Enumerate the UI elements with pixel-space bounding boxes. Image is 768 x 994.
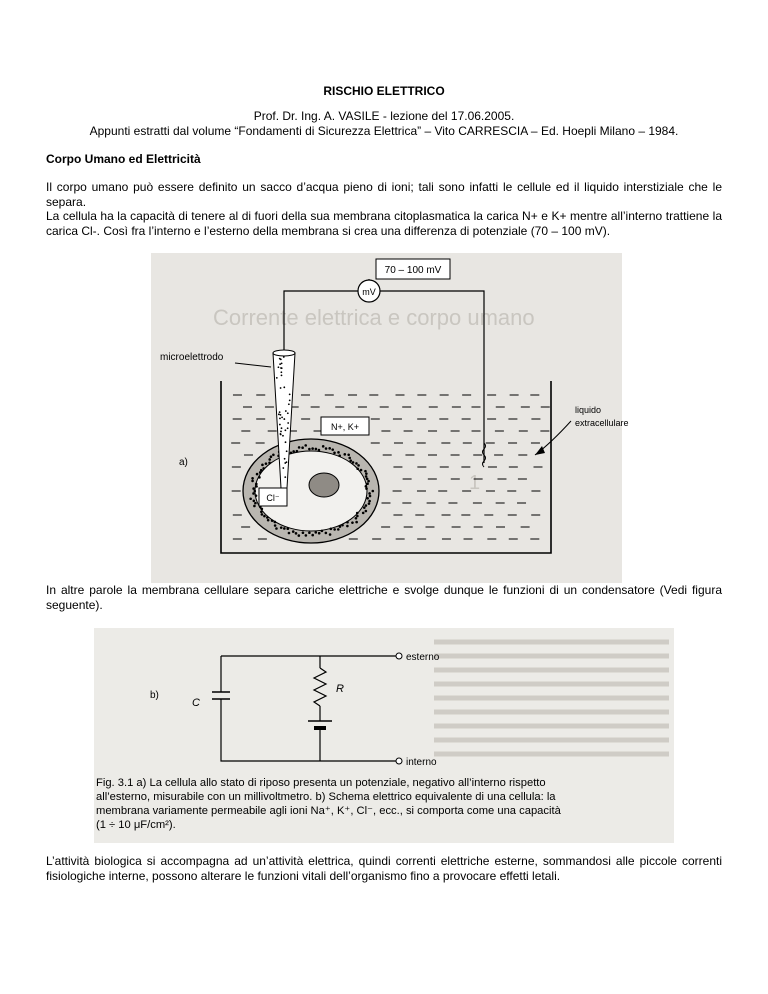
membrane-dot <box>363 506 366 509</box>
electrode-dot <box>283 386 285 388</box>
electrode-dot <box>276 377 278 379</box>
panel-label-a: a) <box>179 457 188 468</box>
membrane-dot <box>256 473 259 476</box>
membrane-dot <box>266 516 269 519</box>
inside-terminal <box>396 758 402 764</box>
electrode-dot <box>278 413 280 415</box>
membrane-dot <box>275 527 278 530</box>
electrode-pointer <box>235 363 271 367</box>
membrane-dot <box>261 464 264 467</box>
membrane-dot <box>349 459 352 462</box>
membrane-dot <box>355 521 358 524</box>
electrode-dot <box>284 476 286 478</box>
membrane-dot <box>333 451 336 454</box>
membrane-dot <box>251 480 254 483</box>
membrane-dot <box>365 475 368 478</box>
electrode-dot <box>280 387 282 389</box>
membrane-dot <box>366 477 369 480</box>
membrane-dot <box>356 512 359 515</box>
membrane-dot <box>265 462 268 465</box>
equivalent-circuit-diagram <box>94 628 674 843</box>
caption-line-3: membrana variamente permeabile agli ioni Na⁺, K⁺, Cl⁻, ecc., si comporta come una capacità <box>96 805 561 817</box>
chloride-label: Cl⁻ <box>266 493 280 503</box>
electrode-dot <box>289 399 291 401</box>
membrane-dot <box>365 510 368 513</box>
membrane-dot <box>262 467 265 470</box>
electrode-dot <box>281 367 283 369</box>
membrane-dot <box>271 519 274 522</box>
electrode-dot <box>282 467 284 469</box>
electrode-dot <box>281 374 283 376</box>
membrane-dot <box>339 525 342 528</box>
membrane-dot <box>365 485 368 488</box>
liquid-label-2: extracellulare <box>575 418 629 428</box>
membrane-dot <box>254 502 257 505</box>
electrode-dot <box>281 427 283 429</box>
membrane-dot <box>295 532 298 535</box>
electrode-dot <box>287 412 289 414</box>
membrane-dot <box>333 528 336 531</box>
membrane-dot <box>280 526 283 529</box>
membrane-dot <box>366 497 369 500</box>
electrode-dot <box>280 433 282 435</box>
outside-terminal <box>396 653 402 659</box>
membrane-dot <box>292 450 295 453</box>
electrode-dot <box>279 363 281 365</box>
membrane-dot <box>255 494 258 497</box>
cell-nucleus <box>309 473 339 497</box>
membrane-dot <box>304 444 307 447</box>
membrane-dot <box>325 532 328 535</box>
membrane-dot <box>298 446 301 449</box>
cell-potential-diagram <box>151 253 629 583</box>
intro-paragraphs <box>46 180 722 238</box>
membrane-dot <box>356 467 359 470</box>
membrane-dot <box>314 531 317 534</box>
membrane-dot <box>267 519 270 522</box>
electrode-dot <box>286 450 288 452</box>
membrane-dot <box>355 462 358 465</box>
membrane-dot <box>337 451 340 454</box>
membrane-dot <box>351 521 354 524</box>
membrane-dot <box>268 458 271 461</box>
membrane-dot <box>305 534 308 537</box>
membrane-dot <box>311 447 314 450</box>
membrane-dot <box>355 517 358 520</box>
membrane-dot <box>318 532 321 535</box>
source-line: Appunti estratti dal volume “Fondamenti di Sicurezza Elettrica” – Vito CARRESCIA – Ed. Hoepli Milano – 1984. <box>89 124 679 138</box>
membrane-dot <box>252 492 255 495</box>
paragraph-1: Il corpo umano può essere definito un sacco d’acqua pieno di ioni; tali sono infatti le cellule ed il liquido interstiziale che le separa. <box>46 180 722 209</box>
microelectrode-top <box>273 350 295 356</box>
membrane-dot <box>302 531 305 534</box>
membrane-dot <box>260 511 263 514</box>
electrode-dot <box>280 371 282 373</box>
membrane-dot <box>329 533 332 536</box>
electrode-dot <box>287 427 289 429</box>
background-heading: Corrente elettrica e corpo umano <box>213 305 535 330</box>
membrane-dot <box>318 449 321 452</box>
electrode-dot <box>289 393 291 395</box>
membrane-dot <box>362 512 365 515</box>
membrane-dot <box>343 453 346 456</box>
membrane-dot <box>325 447 328 450</box>
membrane-dot <box>357 464 360 467</box>
resistor-label: R <box>336 683 344 695</box>
caption-line-2: all’esterno, misurabile con un millivoltmetro. b) Schema elettrico equivalente di una cellula: la <box>96 791 556 803</box>
electrode-dot <box>278 366 280 368</box>
membrane-dot <box>253 505 256 508</box>
membrane-dot <box>255 485 258 488</box>
membrane-dot <box>368 502 371 505</box>
section-heading: Corpo Umano ed Elettricità <box>46 152 201 166</box>
membrane-dot <box>365 487 368 490</box>
membrane-dot <box>321 530 324 533</box>
electrode-dot <box>287 422 289 424</box>
membrane-dot <box>346 521 349 524</box>
capacitor-label: C <box>192 697 200 709</box>
caption-line-1: Fig. 3.1 a) La cellula allo stato di riposo presenta un potenziale, negativo all’interno rispetto <box>96 777 546 789</box>
electrode-dot <box>284 462 286 464</box>
membrane-dot <box>292 530 295 533</box>
membrane-dot <box>328 447 331 450</box>
background-section-number: 1 <box>469 472 481 494</box>
membrane-dot <box>346 525 349 528</box>
paragraph-2: La cellula ha la capacità di tenere al di fuori della sua membrana citoplasmatica la carica N+ e K+ mentre all’interno trattiene la carica Cl-. Così fra l’interno e l’esterno della membrana si crea una differenza di potenziale (70 – 100 mV). <box>46 209 722 238</box>
membrane-dot <box>368 492 371 495</box>
ions-label: N+, K+ <box>330 422 360 432</box>
electrode-label: microelettrodo <box>160 352 224 363</box>
document-title: RISCHIO ELETTRICO <box>323 84 445 98</box>
membrane-dot <box>253 490 256 493</box>
membrane-dot <box>283 527 286 530</box>
electrode-dot <box>283 356 285 358</box>
membrane-dot <box>274 521 277 524</box>
cell-potential-figure <box>151 253 629 583</box>
membrane-dot <box>308 531 311 534</box>
membrane-dot <box>296 450 299 453</box>
membrane-dot <box>268 461 271 464</box>
membrane-dot <box>301 446 304 449</box>
membrane-dot <box>338 454 341 457</box>
electrode-dot <box>279 418 281 420</box>
membrane-dot <box>286 527 289 530</box>
membrane-dot <box>255 483 258 486</box>
panel-label-b: b) <box>150 690 159 701</box>
membrane-dot <box>352 461 355 464</box>
membrane-dot <box>348 457 351 460</box>
membrane-dot <box>347 453 350 456</box>
membrane-dot <box>252 487 255 490</box>
membrane-dot <box>258 476 261 479</box>
equivalent-circuit-figure <box>94 628 674 843</box>
voltage-box-label: 70 – 100 mV <box>384 265 442 276</box>
membrane-dot <box>259 471 262 474</box>
membrane-dot <box>251 477 254 480</box>
inside-label: interno <box>406 757 437 768</box>
bottom-wire <box>221 699 396 761</box>
electrode-dot <box>280 431 282 433</box>
membrane-dot <box>356 515 359 518</box>
membrane-dot <box>290 452 293 455</box>
membrane-dot <box>366 482 369 485</box>
paragraph-4: L’attività biologica si accompagna ad un’attività elettrica, quindi correnti elettriche esterne, sommandosi alle piccole correnti fisiologiche interne, possono alterare le funzioni vitali dell’organismo fino a provocare effetti letali. <box>46 854 722 883</box>
caption-line-4: (1 ÷ 10 μF/cm²). <box>96 819 176 831</box>
resistor <box>314 668 326 706</box>
outside-label: esterno <box>406 652 440 663</box>
electrode-dot <box>282 435 284 437</box>
membrane-dot <box>365 504 368 507</box>
membrane-dot <box>365 472 368 475</box>
electrode-dot <box>279 424 281 426</box>
electrode-dot <box>284 458 286 460</box>
liquid-pointer-arrowhead <box>535 446 545 455</box>
membrane-dot <box>341 524 344 527</box>
membrane-dot <box>288 532 291 535</box>
membrane-dot <box>253 500 256 503</box>
membrane-dot <box>311 534 314 537</box>
membrane-dot <box>368 500 371 503</box>
membrane-dot <box>249 497 252 500</box>
electrode-dot <box>285 441 287 443</box>
background-text-lines <box>434 642 669 754</box>
membrane-dot <box>274 524 277 527</box>
membrane-dot <box>364 470 367 473</box>
membrane-dot <box>337 528 340 531</box>
meter-label: mV <box>362 287 376 297</box>
liquid-label-1: liquido <box>575 405 602 415</box>
membrane-dot <box>263 515 266 518</box>
electrode-dot <box>285 410 287 412</box>
membrane-dot <box>322 445 325 448</box>
paragraph-3: In altre parole la membrana cellulare separa cariche elettriche e svolge dunque le funzioni di un condensatore (Vedi figura seguente). <box>46 583 722 612</box>
membrane-dot <box>369 495 372 498</box>
membrane-dot <box>270 455 273 458</box>
membrane-dot <box>260 469 263 472</box>
membrane-dot <box>298 534 301 537</box>
electrode-dot <box>279 411 281 413</box>
electrode-dot <box>288 403 290 405</box>
membrane-dot <box>360 469 363 472</box>
membrane-dot <box>331 448 334 451</box>
membrane-dot <box>315 448 318 451</box>
membrane-dot <box>330 528 333 531</box>
electrode-dot <box>279 358 281 360</box>
electrode-dot <box>284 429 286 431</box>
membrane-dot <box>367 480 370 483</box>
author-line: Prof. Dr. Ing. A. VASILE - lezione del 17.06.2005. <box>253 109 515 123</box>
electrode-dot <box>283 418 285 420</box>
electrode-dot <box>281 416 283 418</box>
electrode-dot <box>280 414 282 416</box>
membrane-dot <box>272 453 275 456</box>
membrane-dot <box>371 490 374 493</box>
membrane-dot <box>308 448 311 451</box>
figure-caption <box>96 777 562 831</box>
membrane-dot <box>261 513 264 516</box>
